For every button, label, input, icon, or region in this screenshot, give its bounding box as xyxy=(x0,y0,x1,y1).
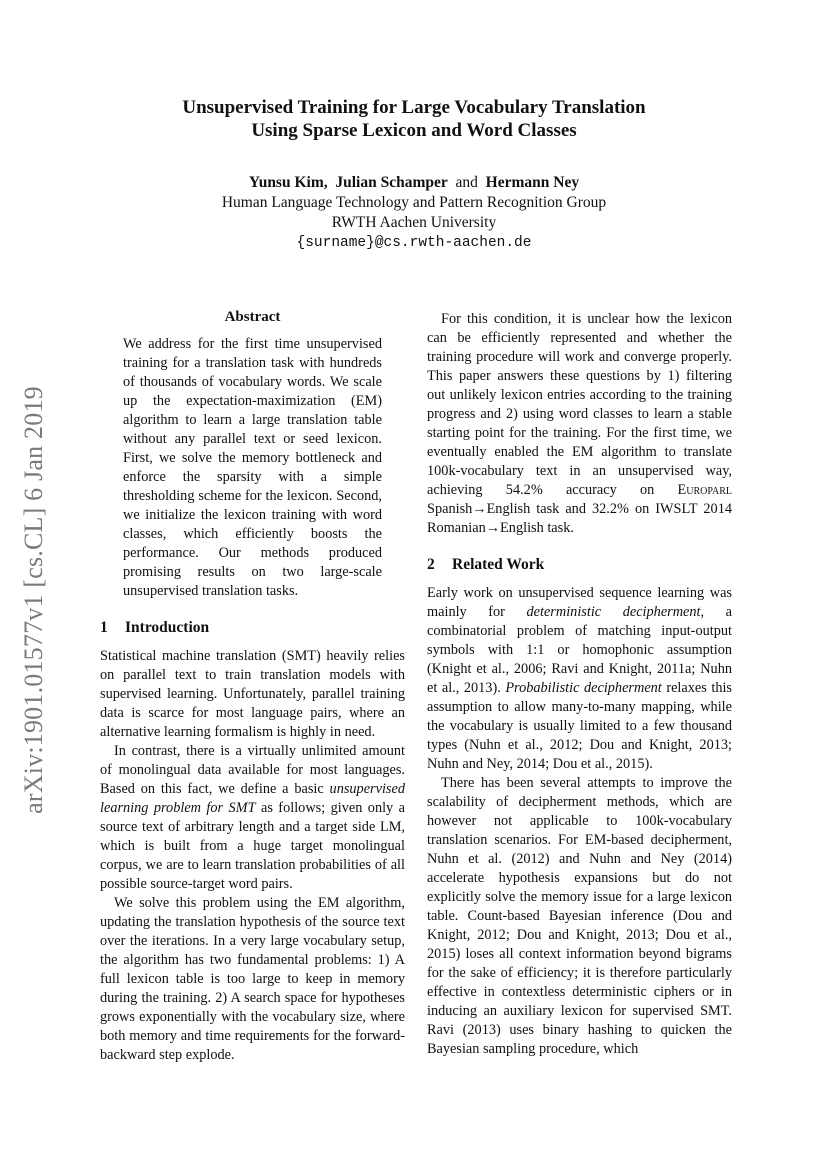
section-title: Related Work xyxy=(452,556,545,573)
related-p1-text-b: , a combinatorial problem of matching input-output symbols with 1:1 or homophonic assumption (Knight et al., 2006; Ravi and Knight, 2011a; Nuhn et al., 2013). xyxy=(427,604,732,696)
intro-p2-emphasis: unsupervised learning problem for SMT xyxy=(100,781,405,816)
section-number: 2 xyxy=(427,556,435,573)
abstract-heading: Abstract xyxy=(224,309,281,325)
affiliation-group: Human Language Technology and Pattern Recognition Group xyxy=(221,194,607,211)
author-2: Julian Schamper xyxy=(335,174,448,191)
intro-p4-text-b: Spanish→English task and 32.2% on IWSLT 2014 Romanian→English task. xyxy=(427,501,732,536)
author-conjunction: and xyxy=(455,174,478,191)
section-heading-introduction xyxy=(100,618,405,637)
title-line-1: Unsupervised Training for Large Vocabulary Translation xyxy=(182,97,646,118)
related-p1-text-c: relaxes this assumption to allow many-to-many mapping, while the vocabulary is usually limited to a few thousand types (Nuhn et al., 2012; Dou and Knight, 2013; Nuhn and Ney, 2014; Dou et al., 2015). xyxy=(427,680,733,772)
related-paragraph-2: There has been several attempts to improve the scalability of decipherment methods, which are however not applicable to 100k-vocabulary translation scenarios. For EM-based decipherment, Nuhn et al. (2012) and Nuhn and Ney (2014) accelerate hypothesis expansions but do not explicitly solve the memory issue for a large lexicon table. Count-based Bayesian inference (Dou and Knight, 2012; Dou and Knight, 2013; Dou et al., 2015) loses all context information beyond bigrams for the sake of efficiency; it is therefore particularly effective in contextless deterministic ciphers or in inducing an auxiliary lexicon for supervised SMT. Ravi (2013) uses binary hashing to quicken the Bayesian sampling procedure, which xyxy=(427,775,732,1057)
intro-p4-text-a: For this condition, it is unclear how the lexicon can be efficiently represented and whether the training procedure will work and converge properly. This paper answers these questions by 1) filtering out unlikely lexicon entries according to the training progress and 2) using word classes to learn a stable starting point for the training. For the first time, we eventually enabled the EM algorithm to translate 100k-vocabulary text in an unsupervised way, achieving 54.2% accuracy on xyxy=(427,311,732,498)
author-3: Hermann Ney xyxy=(485,174,580,191)
affiliation-university: RWTH Aachen University xyxy=(331,214,497,231)
author-block xyxy=(0,173,828,253)
author-1: Yunsu Kim, xyxy=(248,174,328,191)
section-number: 1 xyxy=(100,619,108,636)
intro-p2-text-b: as follows; given only a source text of arbitrary length and a target side LM, which is built from a huge target monolingual corpus, we are to learn translation probabilities of all possible source-target word pairs. xyxy=(100,800,405,892)
intro-paragraph-4 xyxy=(427,310,732,538)
abstract-text: We address for the first time unsupervised training for a translation task with hundreds of thousands of vocabulary words. We scale up the expectation-maximization (EM) algorithm to learn a large translation table without any parallel text or seed lexicon. First, we solve the memory bottleneck and enforce the sparsity with a simple thresholding scheme for the lexicon. Second, we initialize the lexicon training with word classes, which efficiently boosts the performance. Our methods produced promising results on two large-scale unsupervised translation tasks. xyxy=(123,336,382,599)
related-p1-text-a: Early work on unsupervised sequence learning was mainly for xyxy=(427,585,732,620)
section-heading-related-work xyxy=(427,555,732,574)
related-p1-emphasis-2: Probabilistic decipherment xyxy=(505,680,662,696)
related-paragraph-1 xyxy=(427,584,732,774)
arxiv-stamp xyxy=(14,380,54,820)
author-names xyxy=(0,173,828,193)
intro-p2-text-a: In contrast, there is a virtually unlimited amount of monolingual data available for most languages. Based on this fact, we define a basic xyxy=(100,743,405,797)
right-column xyxy=(427,310,732,1059)
author-email: {surname}@cs.rwth-aachen.de xyxy=(296,235,532,251)
left-column xyxy=(100,308,405,1065)
paper-title xyxy=(0,96,828,142)
intro-paragraph-2 xyxy=(100,742,405,894)
related-p1-emphasis-1: deterministic decipherment xyxy=(526,604,701,620)
intro-paragraph-3: We solve this problem using the EM algorithm, updating the translation hypothesis of the source text over the iterations. In a very large vocabulary setup, the algorithm has two fundamental problems: 1) A full lexicon table is too large to keep in memory during the training. 2) A search space for hypotheses grows exponentially with the vocabulary size, where both memory and time requirements for the forward-backward step explode. xyxy=(100,895,405,1063)
arxiv-id: arXiv:1901.01577v1 [cs.CL] 6 Jan 2019 xyxy=(19,386,48,814)
section-title: Introduction xyxy=(125,619,210,636)
intro-paragraph-1: Statistical machine translation (SMT) heavily relies on parallel text to train translation models with supervised learning. Unfortunately, parallel training data is scarce for most language pairs, where an alternative learning formalism is highly in need. xyxy=(100,648,405,740)
europarl-smallcaps: Europarl xyxy=(677,482,732,498)
title-line-2: Using Sparse Lexicon and Word Classes xyxy=(251,120,577,141)
